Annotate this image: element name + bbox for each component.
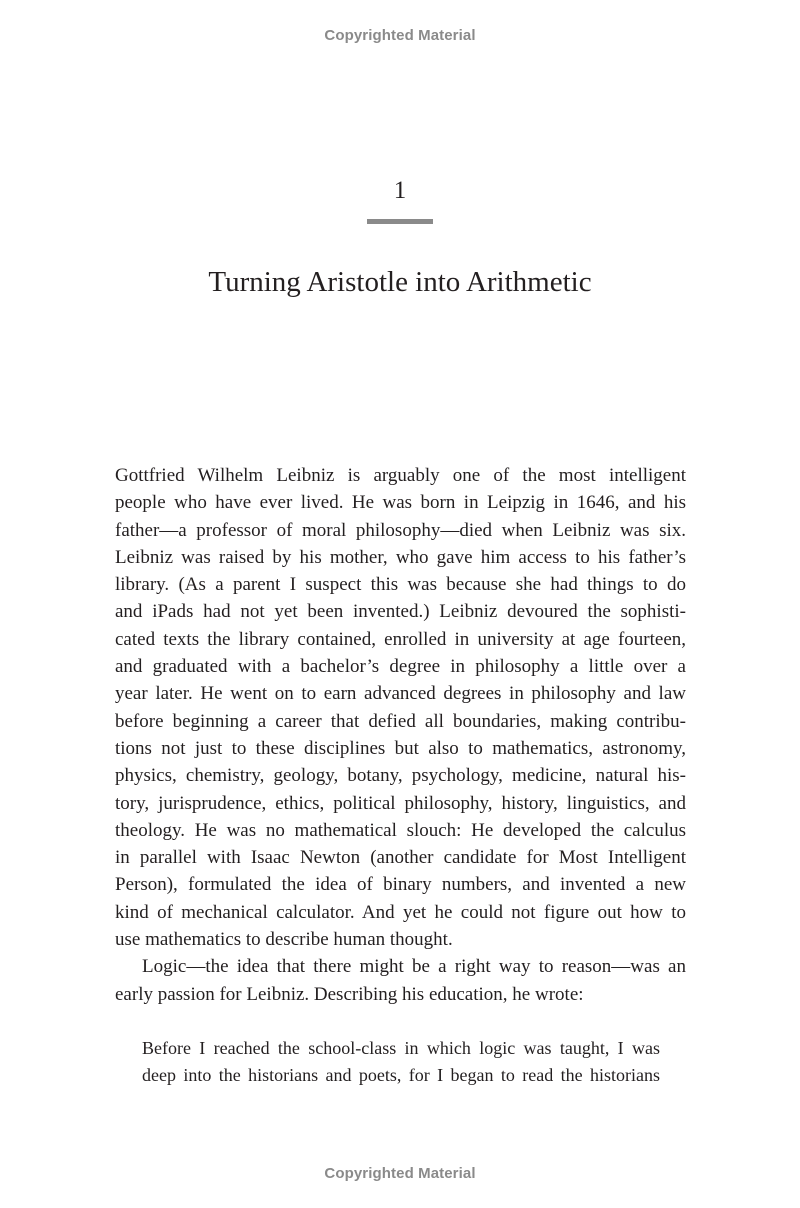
- paragraph-2: [115, 953, 686, 1008]
- text-line: cated texts the library contained, enrolled in university at age fourteen,: [115, 628, 686, 650]
- text-line: tions not just to these disciplines but also to mathematics, astronomy,: [115, 737, 686, 759]
- text-line: Person), formulated the idea of binary numbers, and invented a new: [115, 874, 686, 896]
- chapter-title: Turning Aristotle into Arithmetic: [208, 266, 592, 298]
- text-line: theology. He was no mathematical slouch: He developed the calculus: [115, 819, 686, 841]
- copyright-watermark-top: Copyrighted Material: [324, 27, 476, 44]
- body-text: [115, 462, 686, 1008]
- text-line: before beginning a career that defied all boundaries, making contribu-: [115, 710, 686, 732]
- text-line: in parallel with Isaac Newton (another candidate for Most Intelligent: [115, 847, 686, 869]
- text-line: and iPads had not yet been invented.) Leibniz devoured the sophisti-: [115, 601, 686, 623]
- text-line: tory, jurisprudence, ethics, political philosophy, history, linguistics, and: [115, 792, 686, 814]
- text-line: Logic—the idea that there might be a right way to reason—was an: [142, 956, 686, 978]
- chapter-divider: [367, 219, 433, 224]
- text-line: physics, chemistry, geology, botany, psychology, medicine, natural his-: [115, 765, 686, 787]
- text-line: kind of mechanical calculator. And yet he could not figure out how to: [115, 901, 686, 923]
- text-line: use mathematics to describe human thought.: [115, 929, 453, 951]
- chapter-number: 1: [393, 177, 407, 204]
- text-line: Gottfried Wilhelm Leibniz is arguably one of the most intelligent: [115, 465, 686, 486]
- text-line: early passion for Leibniz. Describing his education, he wrote:: [115, 983, 584, 1005]
- text-line: and graduated with a bachelor’s degree in philosophy a little over a: [115, 656, 686, 678]
- copyright-watermark-bottom: Copyrighted Material: [324, 1165, 476, 1182]
- text-line: father—a professor of moral philosophy—died when Leibniz was six.: [115, 519, 686, 541]
- text-line: year later. He went on to earn advanced degrees in philosophy and law: [115, 683, 686, 705]
- quote-line: Before I reached the school-class in which logic was taught, I was: [142, 1038, 660, 1058]
- text-line: people who have ever lived. He was born in Leipzig in 1646, and his: [115, 492, 686, 514]
- paragraph-1: [115, 462, 686, 953]
- text-line: library. (As a parent I suspect this was because she had things to do: [115, 574, 686, 596]
- text-line: Leibniz was raised by his mother, who gave him access to his father’s: [115, 546, 686, 568]
- quote-line: deep into the historians and poets, for I began to read the historians: [142, 1065, 660, 1086]
- block-quote: [142, 1035, 660, 1090]
